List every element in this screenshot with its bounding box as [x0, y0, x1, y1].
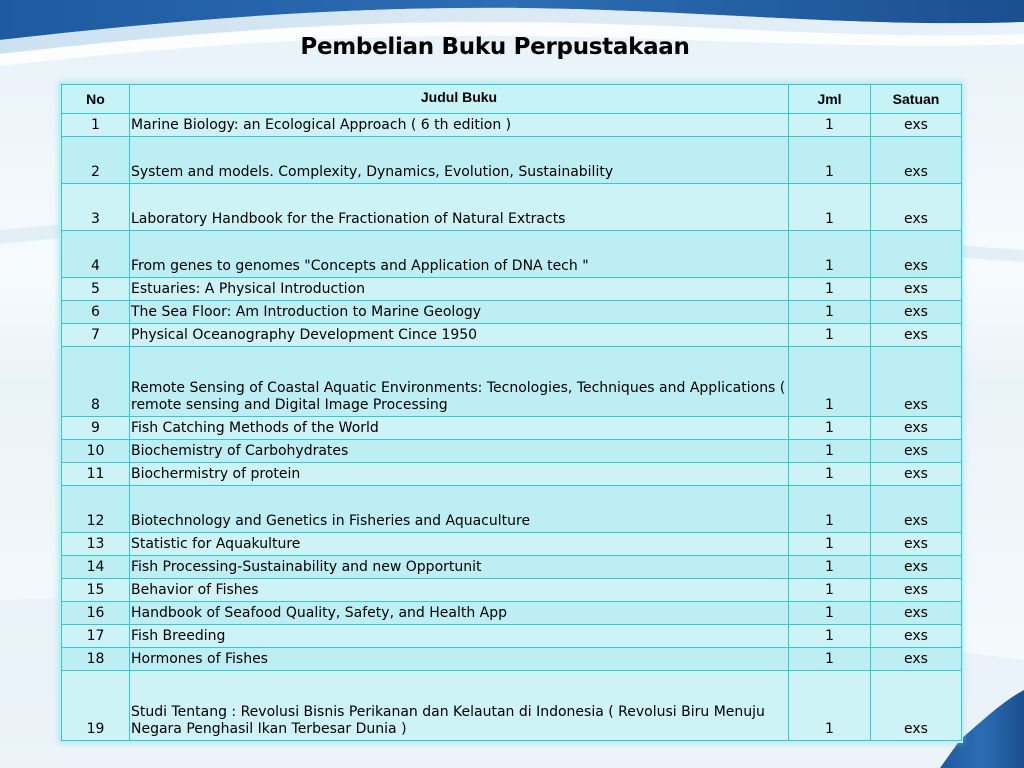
row-quantity: 1 — [789, 625, 871, 648]
row-number: 5 — [62, 278, 130, 301]
row-number: 14 — [62, 556, 130, 579]
row-quantity: 1 — [789, 231, 871, 278]
row-unit: exs — [871, 114, 962, 137]
table-header-row — [62, 85, 962, 114]
row-unit: exs — [871, 231, 962, 278]
row-quantity: 1 — [789, 324, 871, 347]
row-number: 19 — [62, 671, 130, 741]
row-quantity: 1 — [789, 137, 871, 184]
table-row — [62, 347, 962, 417]
row-quantity: 1 — [789, 278, 871, 301]
row-quantity: 1 — [789, 184, 871, 231]
table-body — [62, 114, 962, 741]
row-book-title: Handbook of Seafood Quality, Safety, and Health App — [130, 602, 789, 625]
row-unit: exs — [871, 671, 962, 741]
table-row — [62, 533, 962, 556]
table-row — [62, 417, 962, 440]
table-row — [62, 648, 962, 671]
table-row — [62, 301, 962, 324]
row-unit: exs — [871, 625, 962, 648]
book-purchase-table — [61, 84, 962, 741]
row-unit: exs — [871, 324, 962, 347]
row-unit: exs — [871, 137, 962, 184]
row-number: 10 — [62, 440, 130, 463]
row-quantity: 1 — [789, 486, 871, 533]
row-book-title: Statistic for Aquakulture — [130, 533, 789, 556]
table-row — [62, 486, 962, 533]
table-row — [62, 231, 962, 278]
header-no: No — [62, 85, 130, 114]
row-book-title: From genes to genomes "Concepts and Application of DNA tech " — [130, 231, 789, 278]
row-quantity: 1 — [789, 579, 871, 602]
row-number: 6 — [62, 301, 130, 324]
row-number: 9 — [62, 417, 130, 440]
row-book-title: Physical Oceanography Development Cince 1950 — [130, 324, 789, 347]
row-book-title: Remote Sensing of Coastal Aquatic Environments: Tecnologies, Techniques and Applications ( remote sensing and Digital Image Processing — [130, 347, 789, 417]
row-quantity: 1 — [789, 417, 871, 440]
table-row — [62, 671, 962, 741]
table-row — [62, 184, 962, 231]
row-book-title: System and models. Complexity, Dynamics, Evolution, Sustainability — [130, 137, 789, 184]
header-unit: Satuan — [871, 85, 962, 114]
row-book-title: Marine Biology: an Ecological Approach ( 6 th edition ) — [130, 114, 789, 137]
table-row — [62, 324, 962, 347]
table-row — [62, 440, 962, 463]
row-number: 3 — [62, 184, 130, 231]
table-row — [62, 137, 962, 184]
row-unit: exs — [871, 440, 962, 463]
table-row — [62, 625, 962, 648]
row-quantity: 1 — [789, 648, 871, 671]
row-book-title: Biochermistry of protein — [130, 463, 789, 486]
table-row — [62, 278, 962, 301]
row-quantity: 1 — [789, 301, 871, 324]
row-unit: exs — [871, 579, 962, 602]
row-number: 12 — [62, 486, 130, 533]
row-unit: exs — [871, 347, 962, 417]
row-book-title: Fish Processing-Sustainability and new Opportunit — [130, 556, 789, 579]
row-number: 18 — [62, 648, 130, 671]
row-number: 7 — [62, 324, 130, 347]
row-book-title: The Sea Floor: Am Introduction to Marine Geology — [130, 301, 789, 324]
row-number: 1 — [62, 114, 130, 137]
row-unit: exs — [871, 602, 962, 625]
row-book-title: Biotechnology and Genetics in Fisheries and Aquaculture — [130, 486, 789, 533]
row-quantity: 1 — [789, 556, 871, 579]
row-book-title: Studi Tentang : Revolusi Bisnis Perikanan dan Kelautan di Indonesia ( Revolusi Biru Menuju Negara Penghasil Ikan Terbesar Dunia ) — [130, 671, 789, 741]
row-number: 11 — [62, 463, 130, 486]
row-unit: exs — [871, 486, 962, 533]
row-number: 4 — [62, 231, 130, 278]
table-row — [62, 579, 962, 602]
slide-title: Pembelian Buku Perpustakaan — [300, 34, 690, 60]
row-unit: exs — [871, 533, 962, 556]
row-book-title: Estuaries: A Physical Introduction — [130, 278, 789, 301]
row-book-title: Biochemistry of Carbohydrates — [130, 440, 789, 463]
row-book-title: Laboratory Handbook for the Fractionation of Natural Extracts — [130, 184, 789, 231]
row-unit: exs — [871, 184, 962, 231]
row-quantity: 1 — [789, 440, 871, 463]
book-purchase-table-container — [61, 84, 961, 741]
row-unit: exs — [871, 417, 962, 440]
row-unit: exs — [871, 301, 962, 324]
row-quantity: 1 — [789, 533, 871, 556]
row-quantity: 1 — [789, 114, 871, 137]
row-book-title: Fish Breeding — [130, 625, 789, 648]
table-row — [62, 602, 962, 625]
row-quantity: 1 — [789, 463, 871, 486]
row-unit: exs — [871, 463, 962, 486]
row-unit: exs — [871, 278, 962, 301]
header-book-title: Judul Buku — [130, 85, 789, 114]
header-quantity: Jml — [789, 85, 871, 114]
row-quantity: 1 — [789, 671, 871, 741]
row-unit: exs — [871, 556, 962, 579]
row-number: 13 — [62, 533, 130, 556]
table-row — [62, 463, 962, 486]
row-book-title: Hormones of Fishes — [130, 648, 789, 671]
row-number: 15 — [62, 579, 130, 602]
table-row — [62, 114, 962, 137]
row-book-title: Behavior of Fishes — [130, 579, 789, 602]
row-number: 16 — [62, 602, 130, 625]
row-book-title: Fish Catching Methods of the World — [130, 417, 789, 440]
row-quantity: 1 — [789, 602, 871, 625]
table-row — [62, 556, 962, 579]
row-number: 17 — [62, 625, 130, 648]
row-number: 2 — [62, 137, 130, 184]
row-number: 8 — [62, 347, 130, 417]
row-quantity: 1 — [789, 347, 871, 417]
row-unit: exs — [871, 648, 962, 671]
